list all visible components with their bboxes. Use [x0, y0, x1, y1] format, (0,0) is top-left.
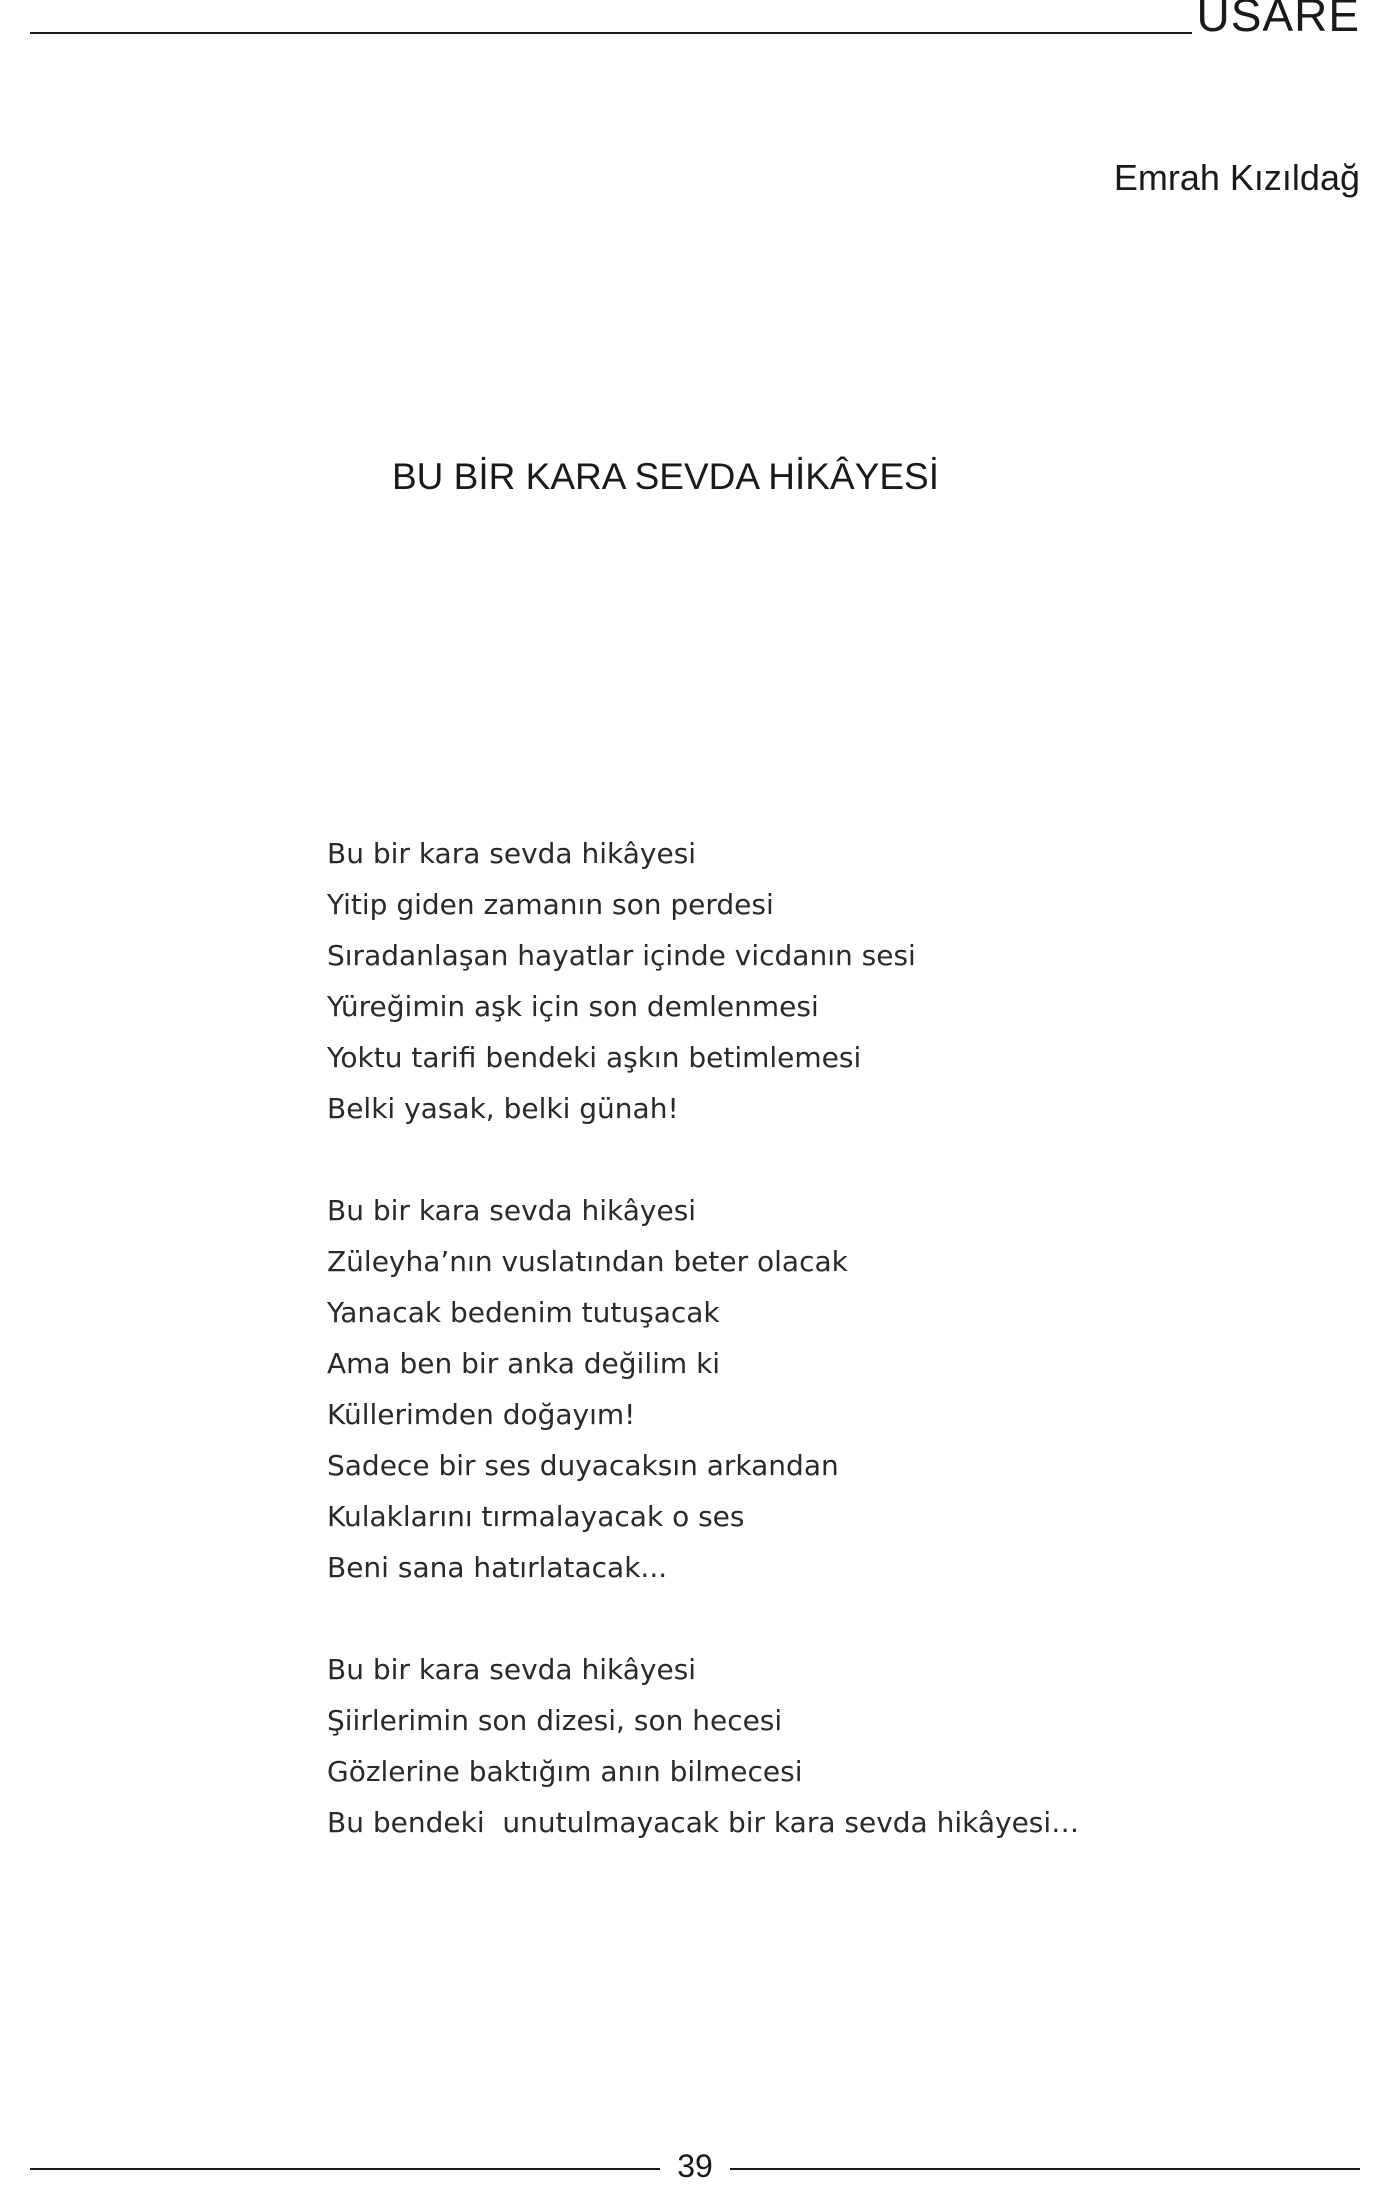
poem-line: Bu bendeki unutulmayacak bir kara sevda hikâyesi…	[327, 1806, 1080, 1839]
poem-line: Sadece bir ses duyacaksın arkandan	[327, 1449, 839, 1482]
poem-line: Gözlerine baktığım anın bilmecesi	[327, 1755, 803, 1788]
poem-line: Yüreğimin aşk için son demlenmesi	[327, 990, 819, 1023]
stanza-2	[327, 1185, 1227, 1593]
poem-line: Yoktu tarifi bendeki aşkın betimlemesi	[327, 1041, 862, 1074]
poem-body	[327, 828, 1227, 1899]
poem-title: BU BİR KARA SEVDA HİKÂYESİ	[392, 456, 939, 497]
page-number: 39	[677, 2148, 713, 2184]
stanza-1	[327, 828, 1227, 1134]
poem-line: Şiirlerimin son dizesi, son hecesi	[327, 1704, 783, 1737]
poem-line: Kulaklarını tırmalayacak o ses	[327, 1500, 745, 1533]
stanza-3	[327, 1644, 1227, 1848]
footer-rule-right	[730, 2168, 1360, 2170]
poem-line: Beni sana hatırlatacak...	[327, 1551, 668, 1584]
poem-line: Bu bir kara sevda hikâyesi	[327, 1653, 697, 1686]
journal-name: USARE	[1196, 0, 1360, 41]
poem-line: Yanacak bedenim tutuşacak	[327, 1296, 720, 1329]
poem-line: Küllerimden doğayım!	[327, 1398, 636, 1431]
poem-line: Belki yasak, belki günah!	[327, 1092, 679, 1125]
poem-line: Yitip giden zamanın son perdesi	[327, 888, 774, 921]
poem-line: Züleyha’nın vuslatından beter olacak	[327, 1245, 848, 1278]
author-name: Emrah Kızıldağ	[1113, 157, 1360, 198]
poem-line: Ama ben bir anka değilim ki	[327, 1347, 721, 1380]
page-footer	[30, 2148, 1360, 2188]
poem-line: Sıradanlaşan hayatlar içinde vicdanın sesi	[327, 939, 916, 972]
header-rule	[30, 32, 1192, 34]
poem-line: Bu bir kara sevda hikâyesi	[327, 1194, 697, 1227]
poem-line: Bu bir kara sevda hikâyesi	[327, 837, 697, 870]
page-header	[30, 0, 1360, 46]
